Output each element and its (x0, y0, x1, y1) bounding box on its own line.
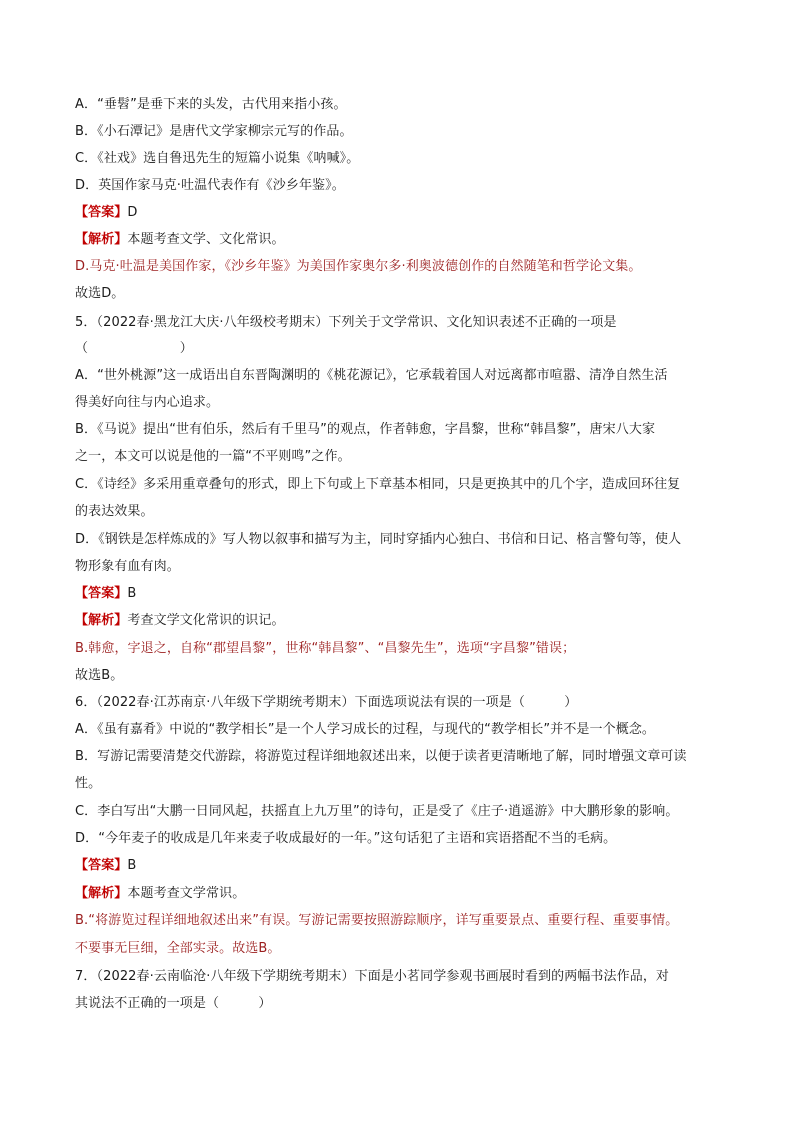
q6-explanation-line1: B.“将游览过程详细地叙述出来”有误。写游记需要按照游踪顺序，详写重要景点、重要行程、重要事情。 (75, 913, 679, 928)
analysis-tag: 【解析】 (75, 613, 128, 628)
q6-analysis (75, 885, 734, 903)
q5-option-a-line1: A．“世外桃源”这一成语出自东晋陶渊明的《桃花源记》，它承载着国人对远离都市喧嚣、清净自然生活 (75, 368, 668, 383)
q5-answer (75, 585, 734, 603)
answer-value: D (127, 205, 138, 220)
q6-explanation-line2: 不要事无巨细，全部实录。故选B。 (75, 941, 281, 956)
answer-tag: 【答案】 (75, 586, 128, 601)
q5-stem-line2: （ ） (75, 341, 193, 356)
q6-option-b-line2: 性。 (75, 776, 102, 791)
q5-stem-line1: 5．（2022春·黑龙江大庆·八年级校考期末）下列关于文学常识、文化知识表述不正确的一项是 (75, 315, 617, 330)
q6-answer (75, 857, 734, 875)
analysis-text: 本题考查文学、文化常识。 (127, 232, 285, 247)
q5-option-c-line2: 的表达效果。 (75, 504, 154, 519)
q4-option-d: D．英国作家马克·吐温代表作有《沙乡年鉴》。 (75, 178, 345, 193)
q5-option-b-line2: 之一，本文可以说是他的一篇“不平则鸣”之作。 (75, 449, 351, 464)
analysis-text: 考查文学文化常识的识记。 (127, 613, 285, 628)
q5-option-b-line1: B．《马说》提出“世有伯乐，然后有千里马”的观点，作者韩愈，字昌黎，世称“韩昌黎”，唐宋八大家 (75, 422, 656, 437)
q5-option-d-line2: 物形象有血有肉。 (75, 559, 180, 574)
q5-option-c-line1: C．《诗经》多采用重章叠句的形式，即上下句或上下章基本相同，只是更换其中的几个字，造成回环往复 (75, 477, 681, 492)
q6-stem: 6．（2022春·江苏南京·八年级下学期统考期末）下面选项说法有误的一项是（ ） (75, 695, 578, 710)
q4-answer (75, 204, 734, 222)
q5-option-a-line2: 得美好向往与内心追求。 (75, 395, 220, 410)
analysis-tag: 【解析】 (75, 232, 128, 247)
q5-explanation: B.韩愈，字退之，自称“郡望昌黎”，世称“韩昌黎”、“昌黎先生”，选项“字昌黎”错误； (75, 641, 576, 656)
q4-option-b: B．《小石潭记》是唐代文学家柳宗元写的作品。 (75, 124, 353, 139)
answer-value: B (127, 586, 137, 601)
q5-option-d-line1: D．《钢铁是怎样炼成的》写人物以叙事和描写为主，同时穿插内心独白、书信和日记、格言警句等，使人 (75, 532, 682, 547)
q7-stem-line2: 其说法不正确的一项是（ ） (75, 996, 272, 1011)
answer-tag: 【答案】 (75, 858, 128, 873)
q6-option-d: D．“今年麦子的收成是几年来麦子收成最好的一年。”这句话犯了主语和宾语搭配不当的毛病。 (75, 831, 617, 846)
q4-option-c: C．《社戏》选自鲁迅先生的短篇小说集《呐喊》。 (75, 151, 360, 166)
q4-analysis (75, 231, 734, 249)
q6-option-b-line1: B．写游记需要清楚交代游踪，将游览过程详细地叙述出来，以便于读者更清晰地了解，同时增强文章可读 (75, 749, 687, 764)
analysis-text: 本题考查文学常识。 (127, 886, 246, 901)
answer-value: B (127, 858, 137, 873)
q5-conclusion: 故选B。 (75, 668, 124, 683)
q6-option-c: C．李白写出“大鹏一日同风起，扶摇直上九万里”的诗句，正是受了《庄子·逍遥游》中大鹏形象的影响。 (75, 804, 679, 819)
q4-option-a: A．“垂髫”是垂下来的头发，古代用来指小孩。 (75, 97, 347, 112)
q7-stem-line1: 7．（2022春·云南临沧·八年级下学期统考期末）下面是小茗同学参观书画展时看到的两幅书法作品，对 (75, 969, 670, 984)
analysis-tag: 【解析】 (75, 886, 128, 901)
q4-conclusion: 故选D。 (75, 286, 125, 301)
q4-explanation: D.马克·吐温是美国作家，《沙乡年鉴》为美国作家奥尔多·利奥波德创作的自然随笔和哲学论文集。 (75, 259, 642, 274)
answer-tag: 【答案】 (75, 205, 128, 220)
q6-option-a: A．《虽有嘉肴》中说的“教学相长”是一个人学习成长的过程，与现代的“教学相长”并不是一个概念。 (75, 722, 656, 737)
q5-analysis (75, 612, 734, 630)
